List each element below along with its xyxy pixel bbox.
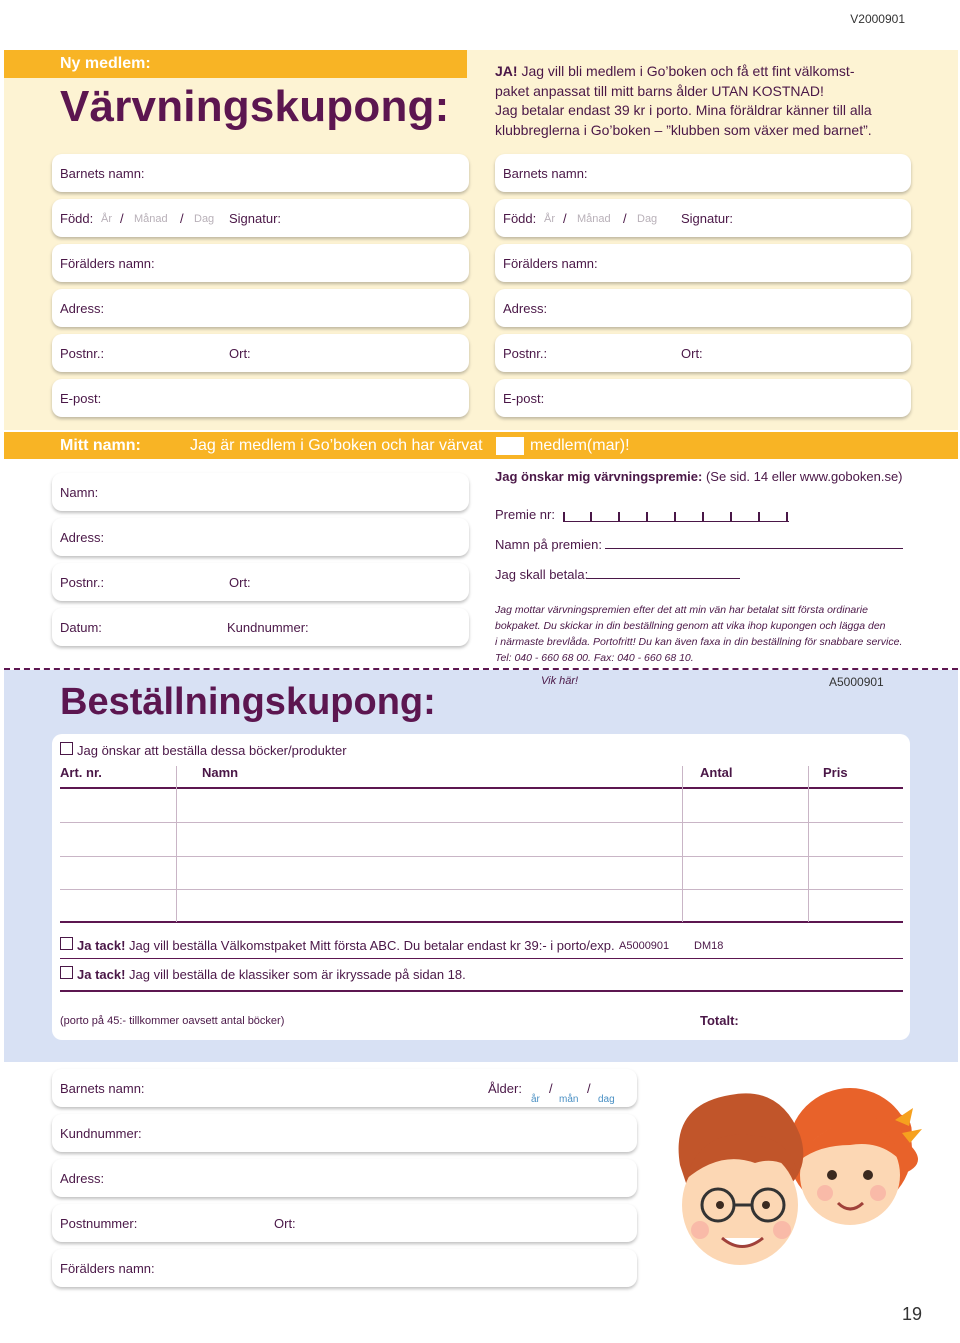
porto-note: (porto på 45:- tillkommer oavsett antal böcker) — [60, 1015, 285, 1027]
table-col-divider — [808, 766, 809, 922]
col-quantity: Antal — [700, 765, 733, 780]
right-address-field[interactable]: Adress: — [495, 289, 911, 327]
right-born-field[interactable]: Född: År / Månad / Dag Signatur: — [495, 199, 911, 237]
child-address-field[interactable]: Adress: — [52, 1159, 637, 1197]
table-row-line — [60, 822, 903, 823]
page-title: Värvningskupong: — [60, 82, 450, 131]
order-products-checkbox[interactable] — [60, 742, 73, 755]
page-number: 19 — [902, 1304, 923, 1324]
recruiter-name-field[interactable]: Namn: — [52, 473, 469, 511]
document-code: V2000901 — [850, 12, 905, 26]
table-col-divider — [682, 766, 683, 922]
children-illustration — [660, 1075, 930, 1290]
order-code: A5000901 — [829, 675, 884, 689]
table-bottom-rule — [60, 921, 903, 923]
table-col-divider — [176, 766, 177, 922]
recruited-count-input[interactable] — [496, 437, 524, 455]
offer1-code: A5000901 — [619, 940, 670, 952]
pay-input[interactable] — [587, 578, 740, 579]
offer1-text: Ja tack! Jag vill beställa Välkomstpaket Mitt första ABC. Du betalar endast kr 39:- i porto/exp. — [77, 938, 615, 953]
table-row-line — [60, 856, 903, 857]
my-name-label: Mitt namn: — [60, 437, 141, 454]
order-title: Beställningskupong: — [60, 681, 436, 723]
membership-statement: JA! Jag vill bli medlem i Go’boken och få ett fint välkomst- paket anpassat till mitt barns ålder UTAN KOSTNAD! Jag betalar endast 39 kr i porto. Mina föräldrar känner till alla klubbreglerna i Go’boken – ”klubben som växer med barnet”. — [495, 63, 872, 138]
new-member-label: Ny medlem: — [60, 55, 151, 72]
col-name: Namn — [202, 765, 239, 780]
order-products-label: Jag önskar att beställa dessa böcker/produkter — [77, 743, 347, 758]
left-postnr-field[interactable]: Postnr.: Ort: — [52, 334, 469, 372]
table-top-rule — [60, 787, 903, 789]
left-email-field[interactable]: E-post: — [52, 379, 469, 417]
recruiter-postnr-field[interactable]: Postnr.: Ort: — [52, 563, 469, 601]
offer1-dm-code: DM18 — [694, 940, 724, 952]
recruiter-address-field[interactable]: Adress: — [52, 518, 469, 556]
premium-info: Jag mottar värvningspremien efter det att min vän har betalat sitt första ordinarie bokpaket. Du skickar in din beställning genom att vika ihop kupongen och lägga den i närmaste brevlåda. Portofritt! Du kan även faxa in din beställning för snabbare service. Tel: 040 - 660 68 00. Fax: 040 - 660 68 10. — [495, 604, 903, 664]
col-price: Pris — [823, 765, 848, 780]
right-email-field[interactable]: E-post: — [495, 379, 911, 417]
recruiter-date-field[interactable]: Datum: Kundnummer: — [52, 608, 469, 646]
order-card — [52, 734, 910, 1040]
pay-label: Jag skall betala: — [495, 567, 589, 582]
ja-bold: JA! — [495, 63, 518, 79]
offer1-checkbox[interactable] — [60, 937, 73, 950]
premium-number-input[interactable] — [563, 510, 789, 522]
child-postnumber-field[interactable]: Postnummer: Ort: — [52, 1204, 637, 1242]
right-child-name-field[interactable]: Barnets namn: — [495, 154, 911, 192]
child-parent-name-field[interactable]: Förälders namn: — [52, 1249, 637, 1287]
offer-divider — [60, 958, 903, 959]
right-parent-name-field[interactable]: Förälders namn: — [495, 244, 911, 282]
left-parent-name-field[interactable]: Förälders namn: — [52, 244, 469, 282]
recruited-text: Jag är medlem i Go’boken och har värvat — [190, 437, 483, 454]
total-label: Totalt: — [700, 1013, 739, 1028]
left-child-name-field[interactable]: Barnets namn: — [52, 154, 469, 192]
premium-number-label: Premie nr: — [495, 507, 555, 522]
table-row-line — [60, 889, 903, 890]
left-address-field[interactable]: Adress: — [52, 289, 469, 327]
child-customer-no-field[interactable]: Kundnummer: — [52, 1114, 637, 1152]
fold-here-label: Vik här! — [541, 675, 579, 687]
col-art-nr: Art. nr. — [60, 765, 102, 780]
right-postnr-field[interactable]: Postnr.: Ort: — [495, 334, 911, 372]
offer2-text: Ja tack! Jag vill beställa de klassiker som är ikryssade på sidan 18. — [77, 967, 466, 982]
premium-title: Jag önskar mig värvningspremie: (Se sid. 14 eller www.goboken.se) — [495, 469, 903, 484]
fold-line — [4, 668, 958, 670]
recruited-text-end: medlem(mar)! — [530, 437, 630, 454]
premium-name-label: Namn på premien: — [495, 537, 602, 552]
offer2-checkbox[interactable] — [60, 966, 73, 979]
left-born-field[interactable]: Född: År / Månad / Dag Signatur: — [52, 199, 469, 237]
child-name-field[interactable]: Barnets namn: Ålder: / / år mån dag — [52, 1069, 637, 1107]
offer-bottom-rule — [60, 990, 903, 992]
premium-name-input[interactable] — [605, 548, 903, 549]
